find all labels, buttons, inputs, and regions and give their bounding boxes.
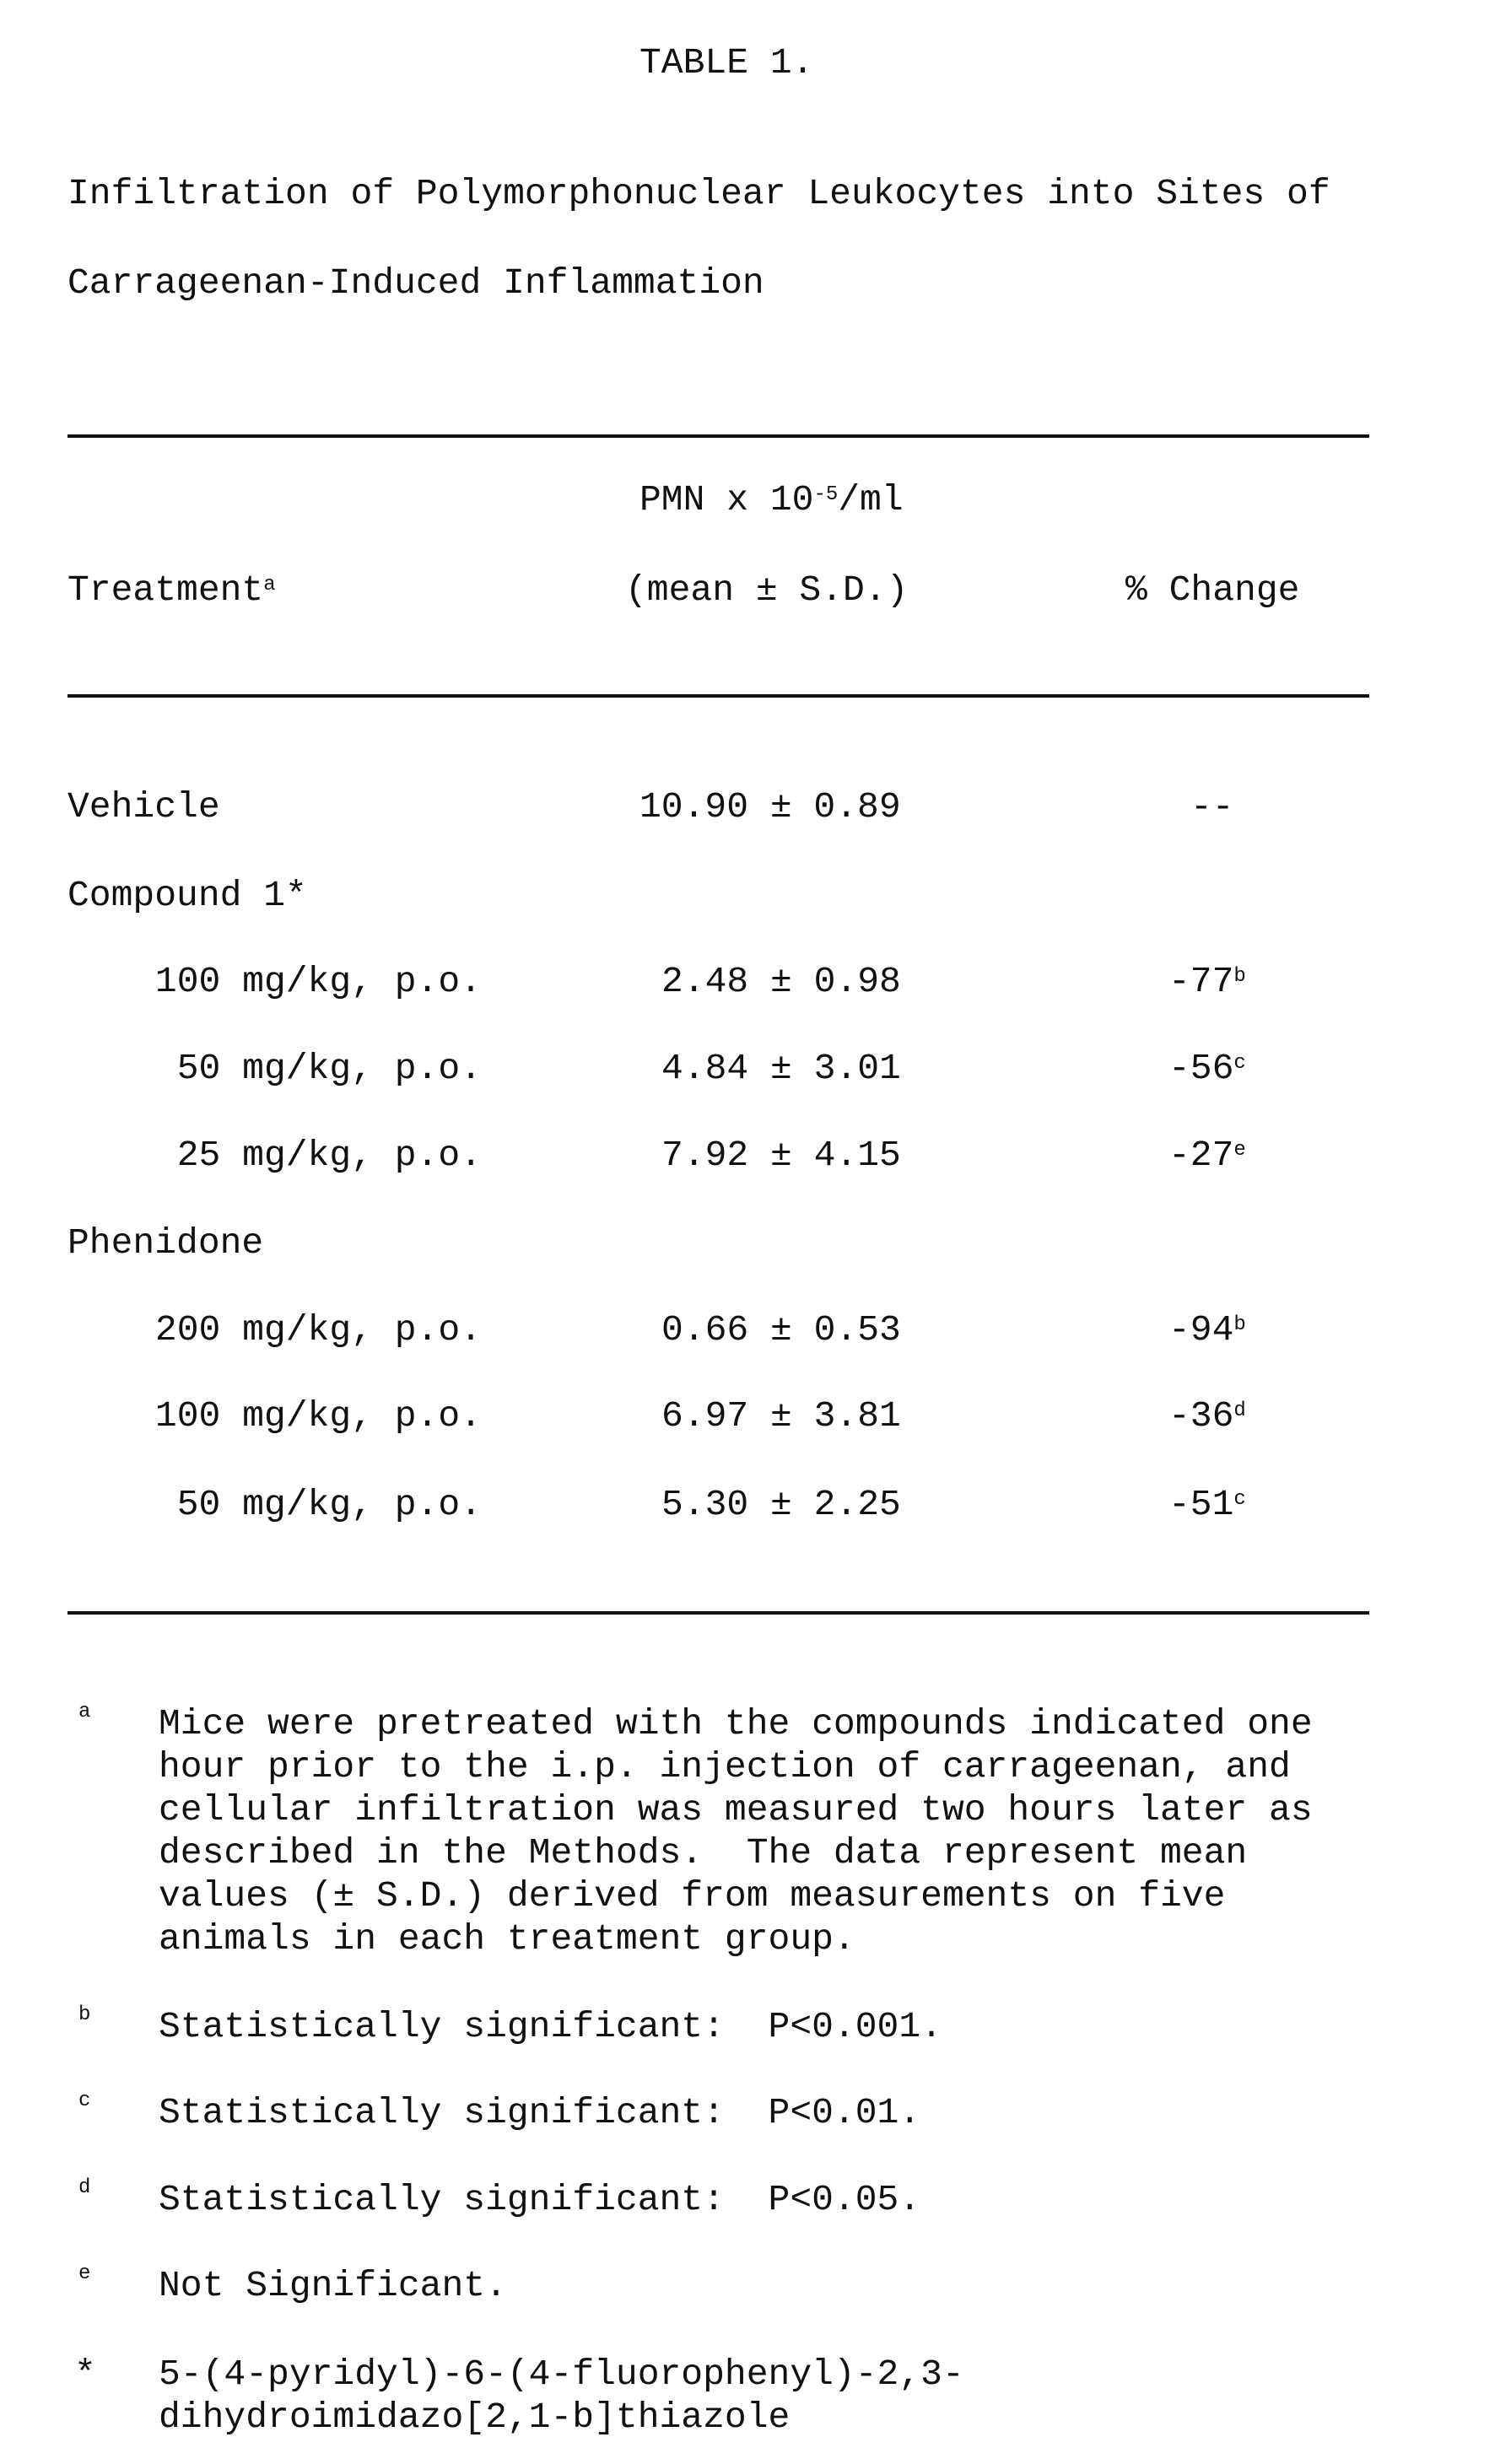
row-change-sup: c — [1233, 1488, 1245, 1511]
header-pmn-exponent: -5 — [813, 483, 838, 506]
footnote-mark-text: a — [78, 1701, 90, 1723]
row-treatment: 100 mg/kg, p.o. — [67, 961, 482, 1003]
footnote-mark-c — [78, 2084, 90, 2127]
row-change — [1168, 1484, 1246, 1526]
row-treatment: 50 mg/kg, p.o. — [67, 1484, 482, 1526]
row-change-value: -77 — [1168, 961, 1233, 1002]
footnote-d: Statistically significant: P<0.05. — [159, 2178, 920, 2221]
row-vehicle-change: -- — [1190, 786, 1234, 828]
header-rule — [67, 694, 1369, 698]
row-change-sup: b — [1233, 1313, 1245, 1336]
footnote-mark-text: d — [78, 2176, 90, 2199]
footnote-a — [159, 1702, 1313, 1960]
row-change — [1168, 1135, 1246, 1177]
row-treatment: 100 mg/kg, p.o. — [67, 1395, 482, 1437]
row-change-sup: b — [1233, 965, 1245, 988]
row-treatment: 25 mg/kg, p.o. — [67, 1135, 482, 1177]
row-change-sup: d — [1233, 1399, 1245, 1422]
row-vehicle-treatment: Vehicle — [67, 786, 220, 828]
footnote-mark-star: * — [74, 2353, 96, 2396]
header-change: % Change — [1125, 569, 1299, 612]
row-change — [1168, 1048, 1246, 1090]
footnote-mark-text: c — [78, 2089, 90, 2112]
row-change-value: -94 — [1168, 1309, 1233, 1351]
footnote-mark-text: b — [78, 2003, 90, 2026]
footnote-mark-b — [78, 1998, 90, 2041]
footnote-line: Mice were pretreated with the compounds indicated one — [159, 1702, 1313, 1745]
row-treatment: 200 mg/kg, p.o. — [67, 1309, 482, 1351]
row-mean: 2.48 ± 0.98 — [661, 961, 901, 1003]
header-pmn — [639, 479, 904, 521]
row-mean: 4.84 ± 3.01 — [661, 1048, 901, 1090]
row-treatment: 50 mg/kg, p.o. — [67, 1048, 482, 1090]
row-change-sup: e — [1233, 1139, 1245, 1162]
footnote-mark-text: e — [78, 2262, 90, 2285]
row-change-value: -36 — [1168, 1395, 1233, 1437]
footnote-c: Statistically significant: P<0.01. — [159, 2091, 920, 2134]
header-treatment-label: Treatment — [67, 569, 263, 611]
footnote-line: cellular infiltration was measured two hours later as — [159, 1788, 1313, 1831]
header-pmn-unit: /ml — [838, 479, 903, 520]
footnote-line: values (± S.D.) derived from measurements on five — [159, 1874, 1313, 1917]
table-caption-line-2: Carrageenan-Induced Inflammation — [67, 262, 764, 305]
header-treatment — [67, 569, 276, 612]
row-change-value: -56 — [1168, 1048, 1233, 1089]
row-change-value: -27 — [1168, 1135, 1233, 1176]
header-pmn-label: PMN x 10 — [639, 479, 813, 520]
row-change — [1168, 1395, 1246, 1437]
row-group-compound: Compound 1* — [67, 875, 307, 917]
row-group-phenidone: Phenidone — [67, 1222, 263, 1264]
row-change — [1168, 1309, 1246, 1351]
row-change-sup: c — [1233, 1052, 1245, 1075]
row-mean: 0.66 ± 0.53 — [661, 1309, 901, 1351]
footnote-line: 5-(4-pyridyl)-6-(4-fluorophenyl)-2,3- — [159, 2353, 964, 2396]
footnote-line: animals in each treatment group. — [159, 1917, 1313, 1960]
top-rule — [67, 434, 1369, 438]
footnote-b: Statistically significant: P<0.001. — [159, 2005, 942, 2048]
footnote-line: hour prior to the i.p. injection of carrageenan, and — [159, 1745, 1313, 1788]
table-caption-line-1: Infiltration of Polymorphonuclear Leukocytes into Sites of — [67, 173, 1330, 215]
row-change-value: -51 — [1168, 1484, 1233, 1525]
row-mean: 7.92 ± 4.15 — [661, 1135, 901, 1177]
row-vehicle-mean: 10.90 ± 0.89 — [639, 786, 901, 828]
bottom-rule — [67, 1611, 1369, 1615]
footnote-mark-a — [78, 1696, 90, 1739]
footnote-mark-e — [78, 2257, 90, 2300]
header-treatment-sup: a — [263, 574, 275, 596]
row-change — [1168, 961, 1246, 1003]
footnote-mark-d — [78, 2171, 90, 2214]
row-mean: 5.30 ± 2.25 — [661, 1484, 901, 1526]
footnote-line: described in the Methods. The data represent mean — [159, 1831, 1313, 1874]
header-mean-sd: (mean ± S.D.) — [625, 569, 908, 612]
footnote-e: Not Significant. — [159, 2264, 507, 2307]
table-title: TABLE 1. — [639, 42, 813, 84]
footnote-star — [159, 2353, 964, 2439]
row-mean: 6.97 ± 3.81 — [661, 1395, 901, 1437]
footnote-line: dihydroimidazo[2,1-b]thiazole — [159, 2396, 964, 2439]
